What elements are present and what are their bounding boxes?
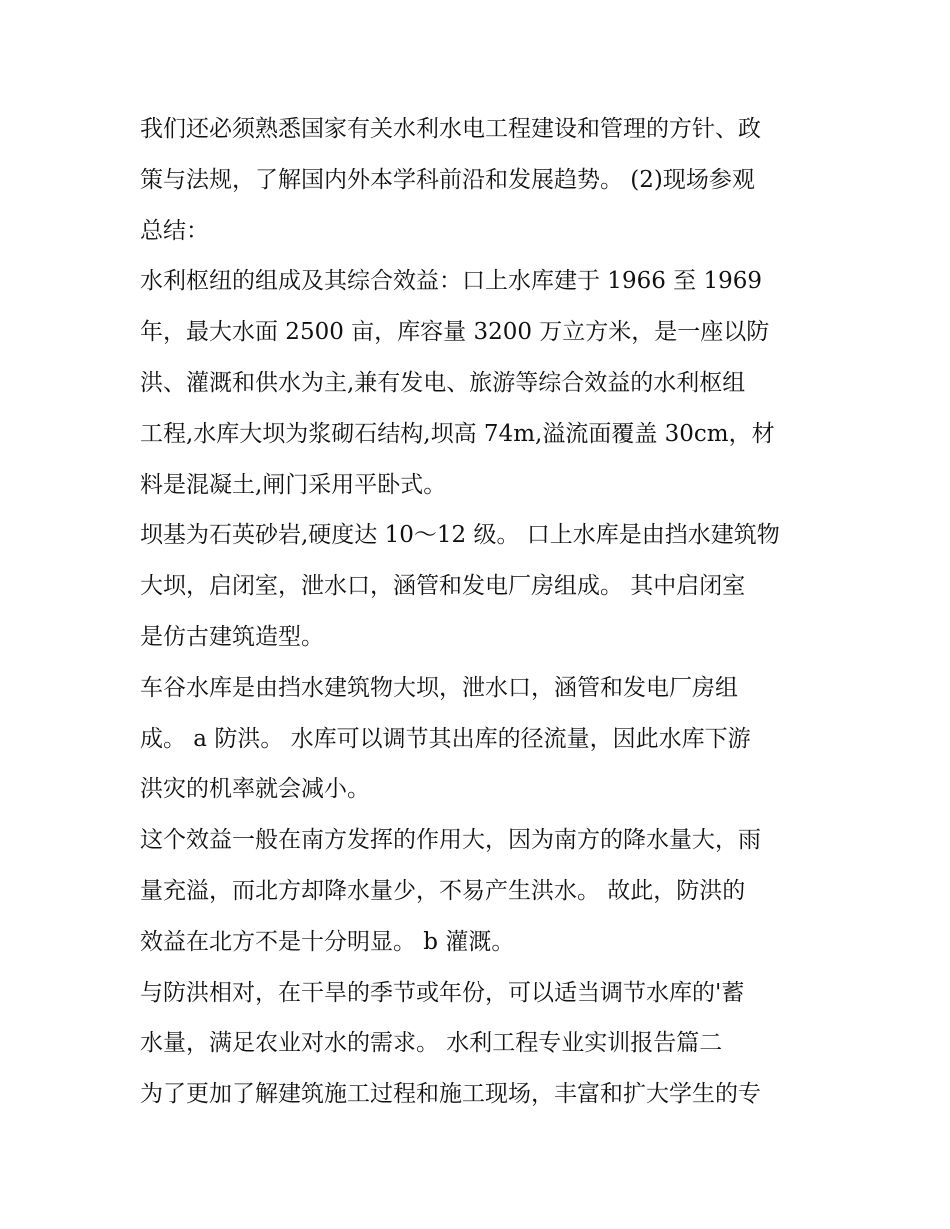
- text-line: 水量，满足农业对水的需求。 水利工程专业实训报告篇二: [140, 1030, 723, 1057]
- text-line: 与防洪相对，在干旱的季节或年份，可以适当调节水库的'蓄: [140, 979, 745, 1006]
- text-line: 洪灾的机率就会减小。: [140, 776, 370, 803]
- text-line: 工程,水库大坝为浆砌石结构,坝高 74m,溢流面覆盖 30cm，材: [140, 420, 775, 447]
- text-line: 这个效益一般在南方发挥的作用大，因为南方的降水量大，雨: [140, 827, 761, 854]
- text-line: 为了更加了解建筑施工过程和施工现场，丰富和扩大学生的专: [140, 1081, 761, 1108]
- text-line: 洪、灌溉和供水为主,兼有发电、旅游等综合效益的水利枢组: [140, 369, 746, 396]
- text-line: 料是混凝土,闸门采用平卧式。: [140, 471, 447, 498]
- document-body: [140, 104, 820, 1120]
- text-line: 年，最大水面 2500 亩，库容量 3200 万立方米，是一座以防: [140, 319, 770, 346]
- text-line: 车谷水库是由挡水建筑物大坝，泄水口，涵管和发电厂房组: [140, 674, 738, 701]
- text-line: 是仿古建筑造型。: [140, 623, 324, 650]
- text-line: 坝基为石英砂岩,硬度达 10～12 级。 口上水库是由挡水建筑物: [140, 522, 780, 549]
- text-line: 总结：: [140, 217, 209, 244]
- text-line: 成。 a 防洪。 水库可以调节其出库的径流量，因此水库下游: [140, 725, 751, 752]
- text-line: 我们还必须熟悉国家有关水利水电工程建设和管理的方针、政: [140, 116, 761, 142]
- text-line: 大坝，启闭室，泄水口，涵管和发电厂房组成。 其中启闭室: [140, 573, 746, 600]
- text-line: 量充溢，而北方却降水量少，不易产生洪水。 故此，防洪的: [140, 877, 746, 904]
- text-line: 水利枢纽的组成及其综合效益：口上水库建于 1966 至 1969: [140, 268, 762, 295]
- text-line: 策与法规，了解国内外本学科前沿和发展趋势。 (2)现场参观: [140, 166, 755, 193]
- text-line: 效益在北方不是十分明显。 b 灌溉。: [140, 928, 515, 955]
